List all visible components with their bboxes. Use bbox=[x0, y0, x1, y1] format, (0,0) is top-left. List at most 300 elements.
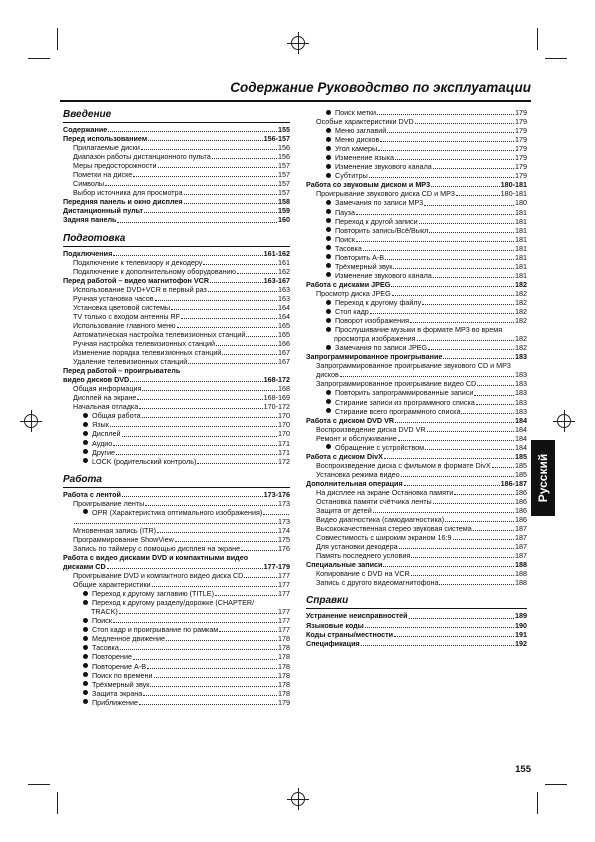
dot-leader bbox=[409, 618, 515, 619]
toc-entry-text: Просмотр диска JPEG bbox=[316, 288, 391, 298]
toc-page-number: 178 bbox=[278, 652, 290, 662]
toc-entry-text: Стирание всего программного списка bbox=[335, 406, 461, 416]
header-rule bbox=[60, 100, 531, 102]
section-heading: Справки bbox=[306, 595, 349, 607]
toc-entry[interactable] bbox=[63, 294, 290, 303]
toc-page-number: 177 bbox=[278, 607, 290, 617]
toc-page-number: 163-167 bbox=[263, 275, 290, 285]
toc-page-number: 186 bbox=[515, 497, 527, 507]
bullet-icon bbox=[83, 627, 88, 632]
toc-entry[interactable] bbox=[63, 680, 290, 689]
toc-entry[interactable] bbox=[306, 611, 527, 620]
bullet-icon bbox=[83, 690, 88, 695]
toc-entry[interactable] bbox=[63, 411, 290, 420]
toc-entry[interactable] bbox=[306, 388, 527, 397]
dot-leader bbox=[454, 494, 514, 495]
registration-mark bbox=[24, 414, 38, 428]
dot-leader bbox=[415, 123, 514, 124]
toc-entry[interactable] bbox=[306, 379, 527, 388]
toc-entry-text: Общие характеристики bbox=[73, 580, 151, 590]
toc-entry[interactable] bbox=[63, 580, 290, 589]
toc-entry[interactable] bbox=[63, 526, 290, 535]
toc-page-number: 177 bbox=[278, 616, 290, 626]
toc-entry[interactable] bbox=[63, 267, 290, 276]
toc-entry-text: Стирание записи из программного списка bbox=[335, 397, 475, 407]
toc-right-column bbox=[306, 108, 527, 648]
toc-page-number: 167 bbox=[278, 348, 290, 358]
dot-leader bbox=[155, 300, 277, 301]
toc-entry[interactable] bbox=[63, 375, 290, 384]
toc-entry[interactable] bbox=[306, 461, 527, 470]
dot-leader bbox=[171, 309, 277, 310]
toc-entry[interactable] bbox=[63, 457, 290, 466]
toc-entry-text: Поиск по времени bbox=[92, 670, 153, 680]
toc-entry[interactable] bbox=[63, 616, 290, 625]
toc-page-number: 157 bbox=[278, 188, 290, 198]
toc-entry[interactable] bbox=[306, 244, 527, 253]
dot-leader bbox=[392, 295, 514, 296]
toc-entry[interactable] bbox=[63, 152, 290, 161]
toc-entry[interactable] bbox=[306, 370, 527, 379]
toc-entry-text: Защита экрана bbox=[92, 688, 143, 698]
toc-entry-text: Использование главного меню bbox=[73, 320, 176, 330]
toc-page-number: 179 bbox=[515, 171, 527, 181]
toc-entry-text: Установка режима видео bbox=[316, 469, 400, 479]
dot-leader bbox=[120, 649, 277, 650]
toc-entry-text: Воспроизведение диска DVD VR bbox=[316, 424, 426, 434]
toc-page-number: 177 bbox=[278, 589, 290, 599]
toc-page-number: 157 bbox=[278, 179, 290, 189]
dot-leader bbox=[385, 259, 514, 260]
toc-page-number: 156-157 bbox=[263, 134, 290, 144]
toc-left-column bbox=[63, 108, 290, 707]
toc-entry-text: Мгновенная запись (ITR) bbox=[73, 525, 157, 535]
toc-entry-text: Трёхмерный звук bbox=[92, 679, 150, 689]
dot-leader bbox=[411, 557, 514, 558]
toc-entry[interactable] bbox=[306, 171, 527, 180]
toc-entry-text: Ремонт и обслуживание bbox=[316, 433, 397, 443]
toc-entry[interactable] bbox=[306, 506, 527, 515]
toc-entry-text: просмотра изображения bbox=[334, 334, 416, 344]
toc-entry-text: Для установки декодера bbox=[316, 542, 398, 552]
toc-entry[interactable] bbox=[63, 348, 290, 357]
toc-entry[interactable] bbox=[306, 470, 527, 479]
crop-mark bbox=[537, 792, 538, 814]
toc-entry[interactable] bbox=[63, 439, 290, 448]
toc-entry-text: Работа с диском DivX bbox=[306, 451, 383, 461]
toc-page-number: 183 bbox=[515, 388, 527, 398]
toc-entry-text: Аудио bbox=[92, 438, 113, 448]
toc-page-number: 186 bbox=[515, 515, 527, 525]
toc-entry[interactable] bbox=[63, 258, 290, 267]
toc-entry[interactable] bbox=[63, 125, 290, 134]
section-rule bbox=[63, 122, 290, 123]
toc-entry-text: Переход к другому разделу/дорожке (CHAPTER/ bbox=[92, 598, 255, 608]
toc-page-number: 185 bbox=[515, 469, 527, 479]
toc-entry[interactable] bbox=[306, 578, 527, 587]
toc-entry[interactable] bbox=[63, 420, 290, 429]
toc-entry-text: Работа с лентой bbox=[63, 489, 121, 499]
toc-entry-text: Замечания по записи JPEG bbox=[335, 343, 428, 353]
toc-entry[interactable] bbox=[306, 515, 527, 524]
toc-page-number: 156 bbox=[278, 143, 290, 153]
bullet-icon bbox=[326, 300, 331, 305]
dot-leader bbox=[144, 212, 277, 213]
toc-entry[interactable] bbox=[63, 571, 290, 580]
toc-page-number: 181 bbox=[515, 207, 527, 217]
dot-leader bbox=[492, 467, 514, 468]
toc-entry[interactable] bbox=[63, 249, 290, 258]
toc-entry-text: видео дисков DVD bbox=[63, 375, 130, 385]
section-rule bbox=[306, 608, 527, 609]
dot-leader bbox=[157, 532, 277, 533]
toc-entry[interactable] bbox=[306, 407, 527, 416]
toc-entry[interactable] bbox=[306, 452, 527, 461]
toc-entry-text: TRACK) bbox=[91, 607, 118, 617]
dot-leader bbox=[181, 318, 277, 319]
toc-entry[interactable] bbox=[63, 384, 290, 393]
dot-leader bbox=[425, 449, 514, 450]
dot-leader bbox=[398, 440, 514, 441]
dot-leader bbox=[433, 168, 514, 169]
toc-entry[interactable] bbox=[306, 630, 527, 639]
dot-leader bbox=[105, 185, 277, 186]
toc-entry[interactable] bbox=[306, 253, 527, 262]
toc-entry-text: Проигрывание ленты bbox=[73, 498, 145, 508]
toc-entry[interactable] bbox=[63, 625, 290, 634]
dot-leader bbox=[184, 194, 277, 195]
bullet-icon bbox=[326, 254, 331, 259]
toc-entry[interactable] bbox=[63, 197, 290, 206]
toc-entry[interactable] bbox=[63, 170, 290, 179]
section-rule bbox=[63, 246, 290, 247]
toc-entry[interactable] bbox=[63, 285, 290, 294]
toc-page-number: 165 bbox=[278, 329, 290, 339]
registration-mark bbox=[291, 36, 305, 50]
toc-entry[interactable] bbox=[306, 135, 527, 144]
toc-entry[interactable] bbox=[63, 671, 290, 680]
toc-page-number: 179 bbox=[515, 117, 527, 127]
toc-entry[interactable] bbox=[306, 621, 527, 630]
toc-page-number: 186-187 bbox=[500, 478, 527, 488]
toc-entry[interactable] bbox=[306, 126, 527, 135]
dot-leader bbox=[133, 659, 277, 660]
toc-entry-text: Поиск bbox=[92, 616, 112, 626]
toc-entry-text: дисками CD bbox=[63, 562, 106, 572]
toc-page-number: 182 bbox=[515, 279, 527, 289]
dot-leader bbox=[473, 530, 514, 531]
toc-entry-text: Дисплей bbox=[92, 429, 121, 439]
toc-entry[interactable] bbox=[306, 217, 527, 226]
toc-entry[interactable] bbox=[306, 108, 527, 117]
toc-entry[interactable] bbox=[306, 352, 527, 361]
toc-entry-text: Работа с дисками JPEG bbox=[306, 279, 391, 289]
dot-leader bbox=[477, 385, 514, 386]
toc-entry[interactable] bbox=[306, 479, 527, 488]
toc-entry[interactable] bbox=[63, 357, 290, 366]
toc-entry-text: Проигрывание звукового диска CD и MP3 bbox=[316, 189, 455, 199]
toc-entry[interactable] bbox=[306, 280, 527, 289]
dot-leader bbox=[380, 141, 514, 142]
bullet-icon bbox=[83, 422, 88, 427]
toc-page-number: 155 bbox=[278, 125, 290, 134]
toc-entry[interactable] bbox=[63, 643, 290, 652]
toc-page-number: 164 bbox=[278, 302, 290, 312]
toc-entry-text: Спецификация bbox=[306, 638, 360, 648]
toc-entry[interactable] bbox=[63, 662, 290, 671]
dot-leader bbox=[177, 327, 277, 328]
toc-page-number: 159 bbox=[278, 206, 290, 216]
toc-page-number: 191 bbox=[515, 629, 527, 639]
toc-entry[interactable] bbox=[63, 188, 290, 197]
toc-page-number: 157 bbox=[278, 170, 290, 180]
toc-entry-text: Повторение bbox=[92, 652, 133, 662]
toc-page-number: 188 bbox=[515, 560, 527, 570]
toc-entry[interactable] bbox=[63, 508, 290, 517]
toc-entry[interactable] bbox=[63, 179, 290, 188]
dot-leader bbox=[428, 349, 514, 350]
toc-entry[interactable] bbox=[306, 144, 527, 153]
dot-leader bbox=[203, 264, 277, 265]
toc-entry[interactable] bbox=[63, 634, 290, 643]
dot-leader bbox=[410, 322, 514, 323]
toc-entry[interactable] bbox=[306, 316, 527, 325]
toc-entry[interactable] bbox=[63, 607, 290, 616]
toc-entry[interactable] bbox=[306, 198, 527, 207]
toc-entry-text: Диапазон работы дистанционного пульта bbox=[73, 152, 211, 162]
toc-entry-text: Работа с видео дисками DVD и компактными видео bbox=[63, 552, 249, 562]
toc-entry-text: Другие bbox=[92, 447, 116, 457]
toc-entry-text: Стоп кадр bbox=[335, 307, 369, 317]
bullet-icon bbox=[326, 110, 331, 115]
toc-entry[interactable] bbox=[306, 560, 527, 569]
toc-entry[interactable] bbox=[306, 497, 527, 506]
toc-page-number: 173 bbox=[278, 516, 290, 526]
toc-entry[interactable] bbox=[306, 271, 527, 280]
toc-entry[interactable] bbox=[306, 226, 527, 235]
toc-entry-text: Медленное движение bbox=[92, 634, 166, 644]
toc-entry-text: Защита от детей bbox=[316, 506, 372, 516]
toc-page-number: 181 bbox=[515, 216, 527, 226]
toc-entry[interactable] bbox=[306, 307, 527, 316]
toc-entry[interactable] bbox=[63, 652, 290, 661]
dot-leader bbox=[391, 286, 514, 287]
dot-leader bbox=[445, 521, 514, 522]
toc-page-number: 168-169 bbox=[263, 393, 290, 403]
bullet-icon bbox=[83, 413, 88, 418]
dot-leader bbox=[143, 695, 277, 696]
toc-page-number: 181 bbox=[515, 243, 527, 253]
toc-entry[interactable] bbox=[63, 321, 290, 330]
dot-leader bbox=[137, 399, 262, 400]
toc-entry-text: Особые характеристики DVD bbox=[316, 117, 414, 127]
toc-entry[interactable] bbox=[63, 303, 290, 312]
toc-entry[interactable] bbox=[63, 562, 290, 571]
toc-page-number: 174 bbox=[278, 525, 290, 535]
dot-leader bbox=[130, 381, 262, 382]
toc-entry-text: Подключение к дополнительному оборудованию bbox=[73, 266, 236, 276]
toc-page-number: 184 bbox=[515, 433, 527, 443]
dot-leader bbox=[370, 313, 514, 314]
toc-entry-text: Стоп кадр и проигрывание по рамкам bbox=[92, 625, 219, 635]
toc-entry-line bbox=[306, 325, 527, 334]
toc-entry-text: Повторить запись/Всё/Выкл bbox=[335, 225, 429, 235]
toc-entry[interactable] bbox=[63, 393, 290, 402]
toc-entry-text: Установка цветовой системы bbox=[73, 302, 171, 312]
toc-entry[interactable] bbox=[306, 542, 527, 551]
toc-entry-text: Специальные записи bbox=[306, 560, 383, 570]
toc-entry[interactable] bbox=[63, 339, 290, 348]
toc-entry-text: Поиск метки bbox=[335, 108, 377, 117]
toc-page-number: 188 bbox=[515, 578, 527, 588]
toc-entry[interactable] bbox=[306, 416, 527, 425]
toc-entry[interactable] bbox=[63, 312, 290, 321]
dot-leader bbox=[395, 422, 514, 423]
toc-page-number: 182 bbox=[515, 297, 527, 307]
section-heading: Подготовка bbox=[63, 232, 126, 244]
toc-entry[interactable] bbox=[63, 544, 290, 553]
registration-mark bbox=[291, 792, 305, 806]
bullet-icon bbox=[83, 449, 88, 454]
section-heading: Введение bbox=[63, 109, 112, 120]
toc-entry[interactable] bbox=[306, 639, 527, 648]
toc-entry[interactable] bbox=[306, 298, 527, 307]
toc-page-number: 182 bbox=[515, 334, 527, 344]
toc-entry[interactable] bbox=[306, 343, 527, 352]
toc-page-number: 164 bbox=[278, 311, 290, 321]
bullet-icon bbox=[326, 146, 331, 151]
crop-mark bbox=[545, 784, 567, 785]
dot-leader bbox=[429, 232, 514, 233]
toc-entry[interactable] bbox=[306, 180, 527, 189]
toc-entry[interactable] bbox=[63, 161, 290, 170]
bullet-icon bbox=[326, 272, 331, 277]
toc-entry[interactable] bbox=[306, 488, 527, 497]
toc-entry-text: Память последнего условия bbox=[316, 551, 411, 561]
toc-entry[interactable] bbox=[63, 517, 290, 526]
toc-page-number: 185 bbox=[515, 451, 527, 461]
toc-entry[interactable] bbox=[63, 134, 290, 143]
toc-entry[interactable] bbox=[306, 208, 527, 217]
toc-entry[interactable] bbox=[63, 490, 290, 499]
toc-entry[interactable] bbox=[63, 689, 290, 698]
toc-entry[interactable] bbox=[306, 569, 527, 578]
toc-page-number: 189 bbox=[515, 611, 527, 621]
dot-leader bbox=[443, 358, 514, 359]
toc-entry[interactable] bbox=[63, 330, 290, 339]
toc-entry-text: OPR (Характеристика оптимального изображения) bbox=[92, 507, 263, 517]
toc-entry-text: Переход к другой записи bbox=[335, 216, 418, 226]
toc-page-number: 183 bbox=[515, 397, 527, 407]
toc-entry[interactable] bbox=[63, 215, 290, 224]
toc-entry-text: Устранение неисправностей bbox=[306, 611, 408, 621]
dot-leader bbox=[433, 503, 514, 504]
toc-page-number: 177 bbox=[278, 580, 290, 590]
toc-entry[interactable] bbox=[306, 334, 527, 343]
toc-entry[interactable] bbox=[63, 448, 290, 457]
dot-leader bbox=[373, 512, 514, 513]
toc-entry-text: Остановка памяти счётчика ленты bbox=[316, 497, 432, 507]
toc-entry[interactable] bbox=[306, 533, 527, 542]
toc-entry-text: Запрограммированное проигрывание видео CD bbox=[316, 379, 477, 389]
toc-entry[interactable] bbox=[306, 153, 527, 162]
toc-entry[interactable] bbox=[306, 289, 527, 298]
crop-mark bbox=[537, 28, 538, 50]
toc-entry[interactable] bbox=[306, 117, 527, 126]
toc-entry[interactable] bbox=[306, 434, 527, 443]
toc-page-number: 161 bbox=[278, 257, 290, 267]
bullet-icon bbox=[326, 390, 331, 395]
toc-page-number: 170 bbox=[278, 420, 290, 430]
bullet-icon bbox=[326, 209, 331, 214]
toc-entry-line bbox=[63, 553, 290, 562]
toc-entry[interactable] bbox=[63, 206, 290, 215]
dot-leader bbox=[139, 408, 262, 409]
toc-entry[interactable] bbox=[306, 189, 527, 198]
dot-leader bbox=[411, 575, 514, 576]
toc-page-number: 178 bbox=[278, 679, 290, 689]
dot-leader bbox=[108, 131, 277, 132]
toc-page-number: 175 bbox=[278, 534, 290, 544]
toc-entry[interactable] bbox=[306, 524, 527, 533]
toc-page-number: 170 bbox=[278, 411, 290, 421]
dot-leader bbox=[387, 132, 514, 133]
toc-entry-text: Угол камеры bbox=[335, 144, 378, 154]
toc-entry[interactable] bbox=[63, 499, 290, 508]
toc-entry[interactable] bbox=[63, 429, 290, 438]
bullet-icon bbox=[83, 600, 88, 605]
toc-entry[interactable] bbox=[306, 262, 527, 271]
toc-entry-text: LOCK (родительский контроль) bbox=[92, 456, 197, 466]
toc-entry-text: Автоматическая настройка телевизионных станций bbox=[73, 329, 246, 339]
toc-entry-text: Воспроизведение диска с фильмом в формате DivX bbox=[316, 460, 491, 470]
toc-entry-text: Общая работа bbox=[92, 411, 141, 421]
dot-leader bbox=[222, 354, 277, 355]
dot-leader bbox=[113, 622, 277, 623]
toc-page-number: 183 bbox=[515, 352, 527, 362]
toc-entry[interactable] bbox=[63, 535, 290, 544]
toc-entry[interactable] bbox=[306, 551, 527, 560]
bullet-icon bbox=[326, 128, 331, 133]
dot-leader bbox=[212, 158, 277, 159]
section-heading: Работа bbox=[63, 473, 102, 485]
toc-page-number: 173-176 bbox=[263, 489, 290, 499]
toc-entry[interactable] bbox=[63, 698, 290, 707]
toc-entry[interactable] bbox=[306, 425, 527, 434]
toc-entry[interactable] bbox=[306, 398, 527, 407]
toc-entry[interactable] bbox=[306, 162, 527, 171]
bullet-icon bbox=[83, 509, 88, 514]
toc-entry[interactable] bbox=[63, 143, 290, 152]
bullet-icon bbox=[326, 399, 331, 404]
dot-leader bbox=[158, 167, 277, 168]
toc-page-number: 178 bbox=[278, 634, 290, 644]
toc-entry[interactable] bbox=[63, 276, 290, 285]
toc-entry-line bbox=[306, 361, 527, 370]
toc-entry[interactable] bbox=[63, 589, 290, 598]
dot-leader bbox=[152, 586, 277, 587]
toc-entry[interactable] bbox=[306, 235, 527, 244]
dot-leader bbox=[142, 390, 277, 391]
toc-entry-text: Видео диагностика (самодиагностика) bbox=[316, 515, 445, 525]
toc-entry-text: Язык bbox=[92, 420, 109, 430]
dot-leader bbox=[208, 291, 277, 292]
toc-entry[interactable] bbox=[306, 443, 527, 452]
registration-mark bbox=[557, 414, 571, 428]
toc-entry[interactable] bbox=[63, 402, 290, 411]
dot-leader bbox=[393, 268, 514, 269]
toc-page-number: 183 bbox=[515, 406, 527, 416]
